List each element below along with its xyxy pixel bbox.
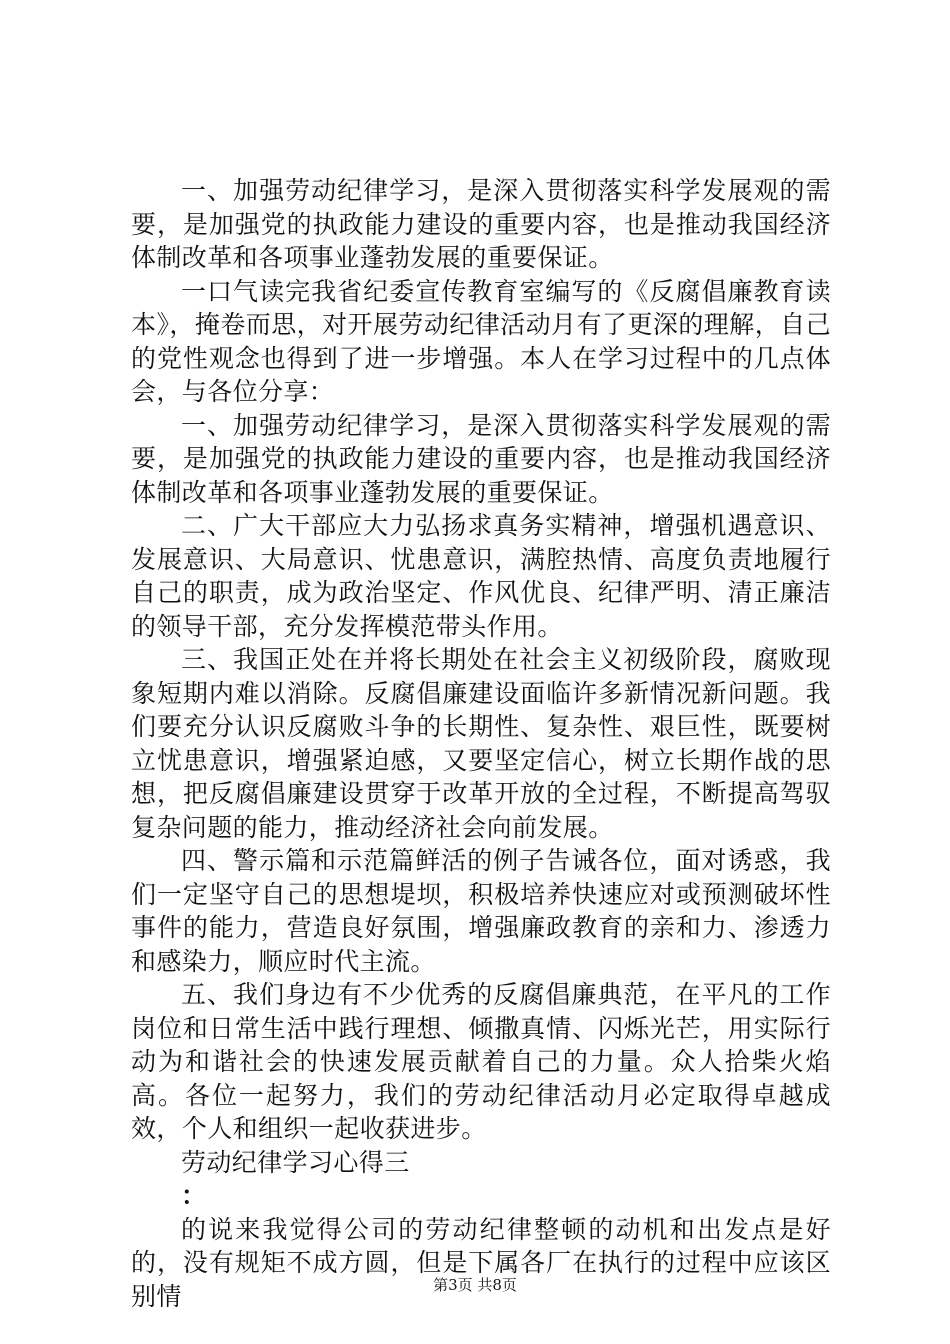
page-footer: 第3页 共8页 [433,1276,517,1294]
colon-line: ： [181,1181,207,1210]
section-heading: 劳动纪律学习心得三 [181,1147,410,1177]
paragraph-6: 四、警示篇和示范篇鲜活的例子告诫各位，面对诱惑，我们一定坚守自己的思想堤坝，积极培养快速应对或预测破坏性事件的能力，营造良好氛围，增强廉政教育的亲和力、渗透力和感染力，顺应时代主流。 [131,846,831,976]
paragraph-5: 三、我国正处在并将长期处在社会主义初级阶段，腐败现象短期内难以消除。反腐倡廉建设面临许多新情况新问题。我们要充分认识反腐败斗争的长期性、复杂性、艰巨性，既要树立忧患意识，增强紧迫感，又要坚定信心，树立长期作战的思想，把反腐倡廉建设贯穿于改革开放的全过程，不断提高驾驭复杂问题的能力，推动经济社会向前发展。 [131,645,831,842]
paragraph-8: 的说来我觉得公司的劳动纪律整顿的动机和出发点是好的，没有规矩不成方圆，但是下属各厂在执行的过程中应该区别情 [131,1214,831,1311]
paragraph-2: 一口气读完我省纪委宣传教育室编写的《反腐倡廉教育读本》，掩卷而思，对开展劳动纪律活动月有了更深的理解，自己的党性观念也得到了进一步增强。本人在学习过程中的几点体会，与各位分享： [131,276,831,406]
document-body [131,174,831,1313]
paragraph-4: 二、广大干部应大力弘扬求真务实精神，增强机遇意识、发展意识、大局意识、忧患意识，满腔热情、高度负责地履行自己的职责，成为政治坚定、作风优良、纪律严明、清正廉洁的领导干部，充分发挥模范带头作用。 [131,511,831,641]
paragraph-3: 一、加强劳动纪律学习，是深入贯彻落实科学发展观的需要，是加强党的执政能力建设的重要内容，也是推动我国经济体制改革和各项事业蓬勃发展的重要保证。 [131,410,831,507]
paragraph-7: 五、我们身边有不少优秀的反腐倡廉典范，在平凡的工作岗位和日常生活中践行理想、倾撒真情、闪烁光芒，用实际行动为和谐社会的快速发展贡献着自己的力量。众人拾柴火焰高。各位一起努力，我们的劳动纪律活动月必定取得卓越成效，个人和组织一起收获进步。 [131,980,831,1143]
paragraph-1: 一、加强劳动纪律学习，是深入贯彻落实科学发展观的需要，是加强党的执政能力建设的重要内容，也是推动我国经济体制改革和各项事业蓬勃发展的重要保证。 [131,176,831,272]
